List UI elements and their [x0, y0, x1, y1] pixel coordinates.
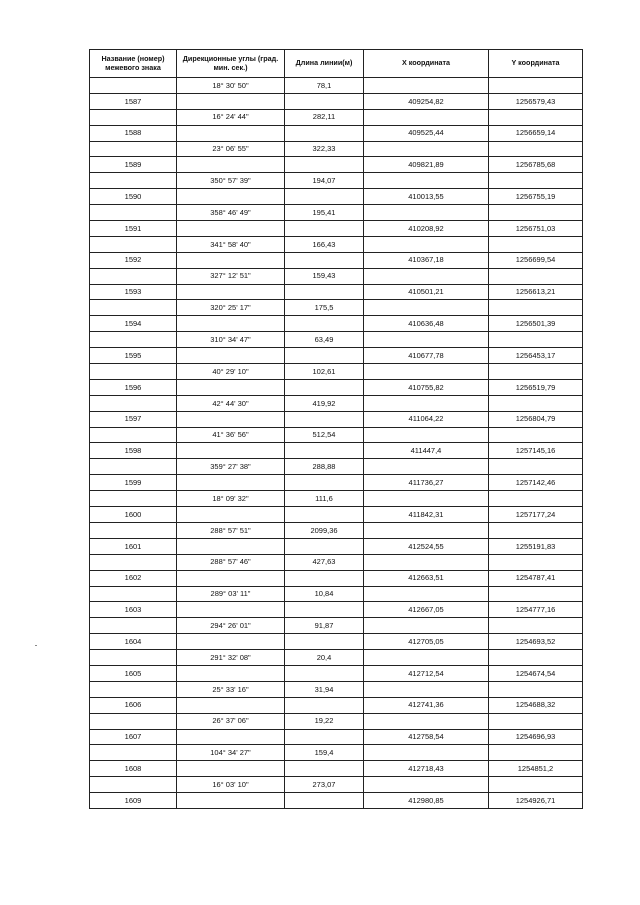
- cell-marker-name: [90, 236, 177, 252]
- cell-marker-name: 1593: [90, 284, 177, 300]
- cell-marker-name: [90, 459, 177, 475]
- cell-y-coordinate: [489, 745, 583, 761]
- cell-direction-angle: 18° 09' 32": [177, 491, 285, 507]
- cell-line-length: [285, 316, 364, 332]
- table-row: [90, 522, 583, 538]
- cell-direction-angle: [177, 348, 285, 364]
- cell-marker-name: 1606: [90, 697, 177, 713]
- cell-marker-name: [90, 268, 177, 284]
- cell-marker-name: [90, 713, 177, 729]
- table-row: [90, 761, 583, 777]
- cell-y-coordinate: 1256579,43: [489, 93, 583, 109]
- cell-y-coordinate: 1254674,54: [489, 665, 583, 681]
- cell-marker-name: 1596: [90, 379, 177, 395]
- cell-direction-angle: [177, 602, 285, 618]
- cell-direction-angle: 42° 44' 30": [177, 395, 285, 411]
- cell-line-length: 175,5: [285, 300, 364, 316]
- cell-direction-angle: 288° 57' 51": [177, 522, 285, 538]
- cell-line-length: 512,54: [285, 427, 364, 443]
- cell-marker-name: [90, 618, 177, 634]
- cell-direction-angle: [177, 761, 285, 777]
- header-x-coordinate: X координата: [364, 50, 489, 78]
- cell-y-coordinate: 1257177,24: [489, 507, 583, 523]
- cell-y-coordinate: [489, 236, 583, 252]
- cell-direction-angle: 40° 29' 10": [177, 364, 285, 380]
- cell-line-length: [285, 252, 364, 268]
- cell-direction-angle: 18° 30' 50": [177, 78, 285, 94]
- cell-direction-angle: 327° 12' 51": [177, 268, 285, 284]
- cell-line-length: [285, 475, 364, 491]
- cell-x-coordinate: 412663,51: [364, 570, 489, 586]
- table-row: [90, 93, 583, 109]
- cell-y-coordinate: [489, 78, 583, 94]
- cell-x-coordinate: 410208,92: [364, 221, 489, 237]
- cell-x-coordinate: [364, 173, 489, 189]
- cell-line-length: [285, 125, 364, 141]
- cell-marker-name: 1603: [90, 602, 177, 618]
- table-body: [90, 78, 583, 809]
- cell-line-length: 31,94: [285, 681, 364, 697]
- cell-x-coordinate: [364, 141, 489, 157]
- cell-line-length: [285, 157, 364, 173]
- cell-direction-angle: 291° 32' 08": [177, 650, 285, 666]
- cell-direction-angle: [177, 570, 285, 586]
- cell-marker-name: [90, 586, 177, 602]
- cell-marker-name: [90, 522, 177, 538]
- cell-line-length: [285, 538, 364, 554]
- cell-x-coordinate: 410755,82: [364, 379, 489, 395]
- cell-marker-name: [90, 745, 177, 761]
- cell-x-coordinate: [364, 395, 489, 411]
- table-row: [90, 411, 583, 427]
- table-row: [90, 268, 583, 284]
- cell-x-coordinate: [364, 109, 489, 125]
- cell-x-coordinate: [364, 300, 489, 316]
- cell-marker-name: 1604: [90, 634, 177, 650]
- cell-y-coordinate: 1256699,54: [489, 252, 583, 268]
- cell-direction-angle: 359° 27' 38": [177, 459, 285, 475]
- table-row: [90, 777, 583, 793]
- table-row: [90, 443, 583, 459]
- table-row: [90, 332, 583, 348]
- table-row: [90, 586, 583, 602]
- table-row: [90, 729, 583, 745]
- cell-y-coordinate: [489, 713, 583, 729]
- cell-line-length: 102,61: [285, 364, 364, 380]
- cell-y-coordinate: 1254851,2: [489, 761, 583, 777]
- table-row: [90, 109, 583, 125]
- cell-marker-name: 1589: [90, 157, 177, 173]
- cell-line-length: 20,4: [285, 650, 364, 666]
- cell-y-coordinate: 1254688,32: [489, 697, 583, 713]
- cell-y-coordinate: [489, 173, 583, 189]
- table-row: [90, 713, 583, 729]
- cell-y-coordinate: 1254777,16: [489, 602, 583, 618]
- cell-marker-name: 1598: [90, 443, 177, 459]
- cell-direction-angle: 289° 03' 11": [177, 586, 285, 602]
- cell-line-length: [285, 443, 364, 459]
- cell-line-length: [285, 793, 364, 809]
- cell-x-coordinate: [364, 491, 489, 507]
- cell-direction-angle: 294° 26' 01": [177, 618, 285, 634]
- cell-line-length: [285, 284, 364, 300]
- table-row: [90, 395, 583, 411]
- cell-marker-name: 1608: [90, 761, 177, 777]
- cell-y-coordinate: 1256613,21: [489, 284, 583, 300]
- cell-line-length: 194,07: [285, 173, 364, 189]
- cell-line-length: 419,92: [285, 395, 364, 411]
- cell-x-coordinate: 412718,43: [364, 761, 489, 777]
- header-marker-name: Название (номер) межевого знака: [90, 50, 177, 78]
- cell-line-length: [285, 221, 364, 237]
- cell-marker-name: 1605: [90, 665, 177, 681]
- cell-y-coordinate: [489, 650, 583, 666]
- cell-marker-name: 1591: [90, 221, 177, 237]
- table-row: [90, 236, 583, 252]
- cell-marker-name: [90, 491, 177, 507]
- cell-y-coordinate: [489, 141, 583, 157]
- header-line-length: Длина линии(м): [285, 50, 364, 78]
- cell-y-coordinate: [489, 522, 583, 538]
- table-header: [90, 50, 583, 78]
- cell-line-length: 19,22: [285, 713, 364, 729]
- cell-line-length: 273,07: [285, 777, 364, 793]
- cell-marker-name: 1599: [90, 475, 177, 491]
- cell-x-coordinate: 412758,54: [364, 729, 489, 745]
- cell-direction-angle: 26° 37' 06": [177, 713, 285, 729]
- table-row: [90, 507, 583, 523]
- cell-direction-angle: [177, 316, 285, 332]
- cell-y-coordinate: [489, 268, 583, 284]
- cell-marker-name: [90, 427, 177, 443]
- cell-y-coordinate: 1254696,93: [489, 729, 583, 745]
- cell-y-coordinate: 1255191,83: [489, 538, 583, 554]
- table-row: [90, 697, 583, 713]
- cell-x-coordinate: [364, 777, 489, 793]
- cell-x-coordinate: [364, 745, 489, 761]
- cell-x-coordinate: [364, 236, 489, 252]
- cell-x-coordinate: 412524,55: [364, 538, 489, 554]
- table-row: [90, 475, 583, 491]
- cell-line-length: 63,49: [285, 332, 364, 348]
- table-row: [90, 745, 583, 761]
- table-row: [90, 316, 583, 332]
- cell-marker-name: 1588: [90, 125, 177, 141]
- cell-x-coordinate: 409254,82: [364, 93, 489, 109]
- cell-direction-angle: 320° 25' 17": [177, 300, 285, 316]
- cell-x-coordinate: [364, 268, 489, 284]
- cell-direction-angle: [177, 443, 285, 459]
- cell-line-length: [285, 93, 364, 109]
- table-row: [90, 78, 583, 94]
- cell-line-length: 111,6: [285, 491, 364, 507]
- cell-y-coordinate: 1256519,79: [489, 379, 583, 395]
- cell-marker-name: [90, 141, 177, 157]
- cell-line-length: 2099,36: [285, 522, 364, 538]
- cell-marker-name: [90, 364, 177, 380]
- cell-marker-name: [90, 554, 177, 570]
- table-row: [90, 125, 583, 141]
- cell-x-coordinate: [364, 427, 489, 443]
- cell-y-coordinate: [489, 681, 583, 697]
- cell-marker-name: 1607: [90, 729, 177, 745]
- cell-x-coordinate: 409525,44: [364, 125, 489, 141]
- table-row: [90, 665, 583, 681]
- cell-x-coordinate: [364, 554, 489, 570]
- cell-line-length: 427,63: [285, 554, 364, 570]
- table-row: [90, 491, 583, 507]
- cell-x-coordinate: [364, 618, 489, 634]
- cell-line-length: [285, 634, 364, 650]
- boundary-coordinates-table: [89, 49, 583, 809]
- cell-x-coordinate: [364, 586, 489, 602]
- cell-y-coordinate: 1254693,52: [489, 634, 583, 650]
- cell-direction-angle: [177, 665, 285, 681]
- cell-x-coordinate: 412712,54: [364, 665, 489, 681]
- table-row: [90, 300, 583, 316]
- cell-y-coordinate: 1257145,16: [489, 443, 583, 459]
- cell-direction-angle: [177, 157, 285, 173]
- table-row: [90, 554, 583, 570]
- cell-direction-angle: 41° 36' 56": [177, 427, 285, 443]
- cell-direction-angle: 341° 58' 40": [177, 236, 285, 252]
- cell-y-coordinate: 1257142,46: [489, 475, 583, 491]
- cell-line-length: 159,4: [285, 745, 364, 761]
- cell-line-length: [285, 570, 364, 586]
- cell-direction-angle: 358° 46' 49": [177, 205, 285, 221]
- cell-direction-angle: [177, 729, 285, 745]
- table-row: [90, 205, 583, 221]
- cell-marker-name: 1594: [90, 316, 177, 332]
- cell-line-length: 78,1: [285, 78, 364, 94]
- cell-marker-name: [90, 109, 177, 125]
- cell-line-length: 91,87: [285, 618, 364, 634]
- cell-x-coordinate: 412741,36: [364, 697, 489, 713]
- cell-line-length: [285, 729, 364, 745]
- cell-y-coordinate: 1256659,14: [489, 125, 583, 141]
- cell-y-coordinate: [489, 109, 583, 125]
- cell-marker-name: [90, 300, 177, 316]
- cell-marker-name: [90, 78, 177, 94]
- cell-marker-name: 1590: [90, 189, 177, 205]
- cell-x-coordinate: 411736,27: [364, 475, 489, 491]
- cell-line-length: 159,43: [285, 268, 364, 284]
- cell-y-coordinate: [489, 618, 583, 634]
- cell-x-coordinate: 412667,05: [364, 602, 489, 618]
- cell-y-coordinate: 1256755,19: [489, 189, 583, 205]
- cell-y-coordinate: [489, 777, 583, 793]
- cell-y-coordinate: 1254926,71: [489, 793, 583, 809]
- cell-y-coordinate: [489, 205, 583, 221]
- cell-x-coordinate: [364, 332, 489, 348]
- table-row: [90, 650, 583, 666]
- cell-x-coordinate: [364, 522, 489, 538]
- cell-marker-name: [90, 650, 177, 666]
- cell-marker-name: [90, 173, 177, 189]
- cell-direction-angle: 104° 34' 27": [177, 745, 285, 761]
- cell-direction-angle: 288° 57' 46": [177, 554, 285, 570]
- cell-line-length: [285, 697, 364, 713]
- cell-x-coordinate: 410636,48: [364, 316, 489, 332]
- table-row: [90, 681, 583, 697]
- table-row: [90, 189, 583, 205]
- cell-y-coordinate: [489, 586, 583, 602]
- cell-y-coordinate: [489, 491, 583, 507]
- cell-direction-angle: 16° 24' 44": [177, 109, 285, 125]
- table-row: [90, 427, 583, 443]
- cell-direction-angle: [177, 221, 285, 237]
- cell-y-coordinate: [489, 300, 583, 316]
- cell-x-coordinate: 412980,85: [364, 793, 489, 809]
- cell-line-length: [285, 189, 364, 205]
- table-row: [90, 364, 583, 380]
- header-y-coordinate: Y координата: [489, 50, 583, 78]
- cell-x-coordinate: [364, 78, 489, 94]
- cell-direction-angle: 16° 03' 10": [177, 777, 285, 793]
- table-row: [90, 141, 583, 157]
- cell-marker-name: 1600: [90, 507, 177, 523]
- table-row: [90, 221, 583, 237]
- cell-y-coordinate: [489, 459, 583, 475]
- cell-direction-angle: [177, 284, 285, 300]
- cell-marker-name: 1595: [90, 348, 177, 364]
- cell-line-length: [285, 379, 364, 395]
- table-row: [90, 173, 583, 189]
- cell-direction-angle: [177, 507, 285, 523]
- cell-y-coordinate: 1254787,41: [489, 570, 583, 586]
- table-row: [90, 618, 583, 634]
- cell-direction-angle: [177, 252, 285, 268]
- cell-direction-angle: [177, 793, 285, 809]
- cell-marker-name: [90, 681, 177, 697]
- table-row: [90, 538, 583, 554]
- table-row: [90, 379, 583, 395]
- cell-y-coordinate: [489, 554, 583, 570]
- table-row: [90, 634, 583, 650]
- cell-direction-angle: [177, 411, 285, 427]
- cell-line-length: 322,33: [285, 141, 364, 157]
- cell-direction-angle: [177, 634, 285, 650]
- header-direction-angle: Дирекционные углы (град. мин. сек.): [177, 50, 285, 78]
- cell-marker-name: 1609: [90, 793, 177, 809]
- cell-x-coordinate: [364, 681, 489, 697]
- cell-y-coordinate: [489, 427, 583, 443]
- cell-direction-angle: 350° 57' 39": [177, 173, 285, 189]
- cell-direction-angle: [177, 189, 285, 205]
- table-row: [90, 284, 583, 300]
- cell-y-coordinate: [489, 395, 583, 411]
- table-row: [90, 252, 583, 268]
- cell-direction-angle: [177, 379, 285, 395]
- cell-line-length: 195,41: [285, 205, 364, 221]
- cell-y-coordinate: 1256453,17: [489, 348, 583, 364]
- cell-direction-angle: [177, 475, 285, 491]
- cell-y-coordinate: 1256751,03: [489, 221, 583, 237]
- table-row: [90, 602, 583, 618]
- table-row: [90, 793, 583, 809]
- cell-x-coordinate: 409821,89: [364, 157, 489, 173]
- cell-marker-name: [90, 777, 177, 793]
- cell-marker-name: 1601: [90, 538, 177, 554]
- cell-direction-angle: [177, 125, 285, 141]
- cell-line-length: 282,11: [285, 109, 364, 125]
- header-row: [90, 50, 583, 78]
- cell-line-length: [285, 507, 364, 523]
- cell-x-coordinate: [364, 205, 489, 221]
- scan-speck: [35, 645, 37, 646]
- cell-marker-name: 1597: [90, 411, 177, 427]
- cell-y-coordinate: 1256501,39: [489, 316, 583, 332]
- cell-x-coordinate: 411064,22: [364, 411, 489, 427]
- cell-y-coordinate: [489, 364, 583, 380]
- cell-line-length: [285, 411, 364, 427]
- cell-y-coordinate: 1256785,68: [489, 157, 583, 173]
- cell-line-length: [285, 602, 364, 618]
- cell-y-coordinate: 1256804,79: [489, 411, 583, 427]
- cell-x-coordinate: 411447,4: [364, 443, 489, 459]
- cell-marker-name: 1587: [90, 93, 177, 109]
- cell-marker-name: 1602: [90, 570, 177, 586]
- cell-line-length: [285, 761, 364, 777]
- table-row: [90, 459, 583, 475]
- cell-direction-angle: [177, 538, 285, 554]
- cell-x-coordinate: [364, 364, 489, 380]
- cell-line-length: 166,43: [285, 236, 364, 252]
- cell-direction-angle: [177, 93, 285, 109]
- cell-x-coordinate: 410677,78: [364, 348, 489, 364]
- cell-marker-name: [90, 205, 177, 221]
- cell-y-coordinate: [489, 332, 583, 348]
- cell-x-coordinate: 410367,18: [364, 252, 489, 268]
- cell-marker-name: 1592: [90, 252, 177, 268]
- cell-direction-angle: 23° 06' 55": [177, 141, 285, 157]
- cell-direction-angle: 25° 33' 16": [177, 681, 285, 697]
- cell-x-coordinate: [364, 650, 489, 666]
- cell-marker-name: [90, 332, 177, 348]
- cell-line-length: 10,84: [285, 586, 364, 602]
- table-row: [90, 348, 583, 364]
- cell-x-coordinate: [364, 713, 489, 729]
- table-row: [90, 570, 583, 586]
- cell-x-coordinate: 411842,31: [364, 507, 489, 523]
- cell-marker-name: [90, 395, 177, 411]
- cell-x-coordinate: 410501,21: [364, 284, 489, 300]
- cell-x-coordinate: [364, 459, 489, 475]
- table-row: [90, 157, 583, 173]
- cell-line-length: [285, 348, 364, 364]
- cell-direction-angle: 310° 34' 47": [177, 332, 285, 348]
- cell-x-coordinate: 410013,55: [364, 189, 489, 205]
- cell-line-length: [285, 665, 364, 681]
- cell-line-length: 288,88: [285, 459, 364, 475]
- cell-direction-angle: [177, 697, 285, 713]
- cell-x-coordinate: 412705,05: [364, 634, 489, 650]
